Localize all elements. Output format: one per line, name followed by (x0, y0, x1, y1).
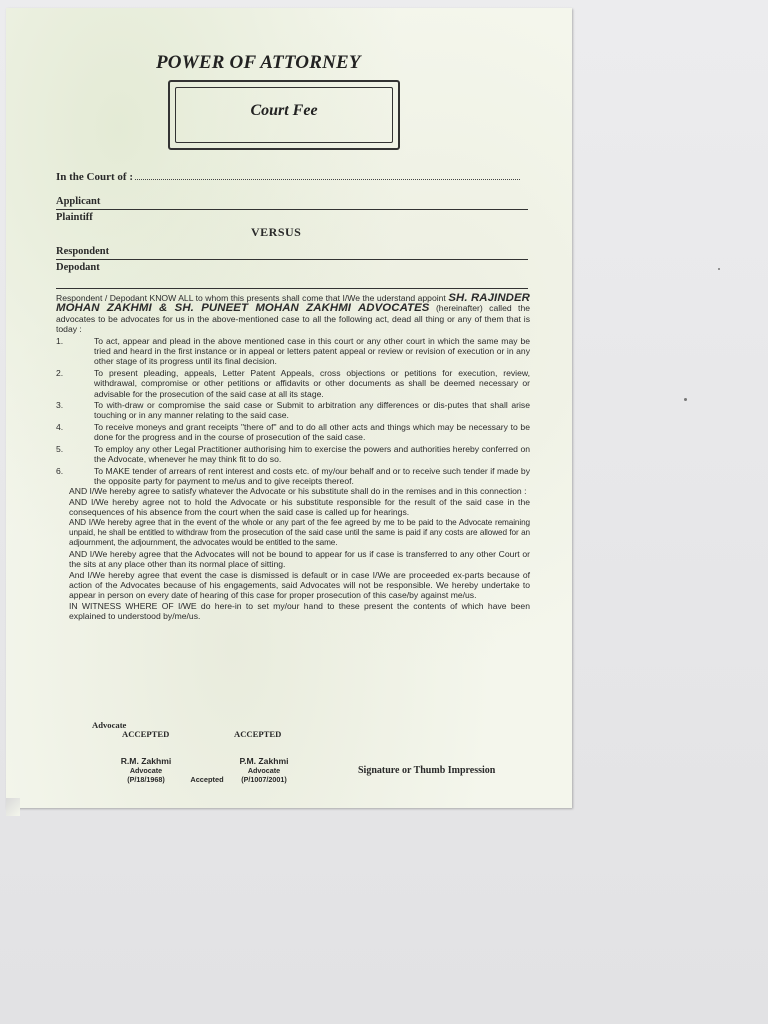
list-item (56, 336, 530, 367)
scan-speck (684, 398, 687, 401)
item-number: 3. (56, 400, 64, 411)
signatory-1-reg: (P/18/1968) (127, 775, 165, 784)
signatory-2-reg: (P/1007/2001) (241, 775, 287, 784)
intro-end-text: (hereinafter) called the advocates to be advocates for us in the above-mentioned case to all the following act, dead all thing or any of them that is today : (56, 303, 530, 335)
scan-speck (718, 268, 720, 270)
intro-paragraph (56, 293, 530, 335)
item-number: 6. (56, 465, 64, 476)
item-text: To with-draw or compromise the said case or Submit to arbitration any differences or dis-putes that shall arise touching or in any manner relating to the said case. (94, 400, 530, 421)
applicant-label: Applicant (56, 196, 101, 207)
versus-label: VERSUS (251, 225, 302, 239)
signatory-2-title: Advocate (247, 766, 281, 775)
document-page (6, 8, 572, 808)
agreement-paragraph: AND I/We hereby agree to satisfy whatever the Advocate or his substitute shall do in the remises and in this connection : (69, 486, 527, 497)
list-item (56, 466, 530, 487)
depodant-label: Depodant (56, 262, 100, 273)
court-field (56, 170, 526, 183)
agreement-paragraph: AND I/We hereby agree that in the event of the whole or any part of the fee agreed by me to be paid to the Advocate remaining unpaid, he shall be entitled to withdraw from the prosecution of the said case until the same is paid if any costs are allowed for an adjournment, the adjournment, the advocates would be entitled to the same. (69, 517, 530, 548)
advocate-names: SH. RAJINDER MOHAN ZAKHMI & SH. PUNEET MOHAN ZAKHMI ADVOCATES (56, 292, 530, 315)
agreement-paragraph: AND I/We hereby agree not to hold the Advocate or his substitute responsible for the result of the said case in the consequences of his absence from the court when the said case is called up for hearings. (69, 496, 530, 518)
court-fee-label: Court Fee (250, 102, 318, 119)
witness-paragraph: IN WITNESS WHERE OF I/WE do here-in to set my/our hand to these present the contents of which have been explained to understood by/me/us. (69, 600, 530, 622)
folded-corner (6, 798, 20, 816)
item-text: To act, appear and plead in the above mentioned case in this court or any other court in which the same may be tried and heard in the first instance or in appeal or letters patent appeal or review or revision of execution or in any other stage of its progress until its final decision. (94, 335, 530, 367)
plaintiff-label: Plaintiff (56, 212, 93, 223)
signatory-1-title: Advocate (129, 766, 163, 775)
signature-thumb-label: Signature or Thumb Impression (358, 765, 496, 776)
list-item (56, 368, 530, 399)
respondent-label: Respondent (56, 246, 110, 257)
signatory-1-name: R.M. Zakhmi (120, 756, 172, 766)
advocate-label: Advocate (92, 720, 127, 730)
item-text: To MAKE tender of arrears of rent interest and costs etc. of my/our behalf and or to receive such tender if made by the opposite party for payment to me/us and to give receipts thereof. (94, 465, 530, 486)
item-text: To employ any other Legal Practitioner authorising him to exercise the powers and authorities hereby conferred on the Advocate, whenever he may think fit to do so. (94, 443, 530, 465)
item-text: To receive moneys and grant receipts "there of" and to do all other acts and things which may be necessary to be done for the progress and in the course of prosecution of the said case. (94, 421, 530, 443)
document-title: POWER OF ATTORNEY (156, 52, 361, 73)
list-item (56, 400, 530, 421)
item-text: To present pleading, appeals, Letter Patent Appeals, cross objections or petitions for execution, review, withdrawal, compromise or other petitions or affidavits or other documents as shall be deemed necessary or advisable for the prosecution of the said case at all its stage. (94, 367, 530, 399)
item-number: 5. (56, 443, 64, 454)
respondent-rule (56, 259, 528, 260)
accepted-label-2: ACCEPTED (234, 729, 282, 739)
accepted-label-1: ACCEPTED (122, 729, 170, 739)
document-body (56, 293, 530, 622)
depodant-rule (56, 288, 528, 289)
accepted-middle-label: Accepted (190, 775, 224, 784)
court-dotted-line (135, 170, 520, 180)
list-item (56, 444, 530, 465)
item-number: 4. (56, 421, 64, 432)
item-number: 1. (56, 335, 64, 346)
court-fee-box (168, 80, 400, 150)
agreement-paragraph: And I/We hereby agree that event the case is dismissed is default or in case I/We are proceeded ex-parts because of action of the Advocates because of his engagements, said Advocates will not be responsible. We hereby undertake to appear in person on every date of hearing of this case for proper prosecution of this case/by against me/us. (69, 569, 530, 601)
item-number: 2. (56, 367, 64, 378)
applicant-rule (56, 209, 528, 210)
intro-start-text: Respondent / Depodant KNOW ALL to whom this presents shall come that I/We the uderstand appoint (56, 293, 449, 303)
list-item (56, 422, 530, 443)
signatory-2-name: P.M. Zakhmi (239, 756, 289, 766)
court-label: In the Court of : (56, 171, 133, 183)
agreement-paragraph: AND I/We hereby agree that the Advocates will not be bound to appear for us if case is transferred to any other Court or the sits at any place other than its normal place of sitting. (69, 548, 530, 570)
